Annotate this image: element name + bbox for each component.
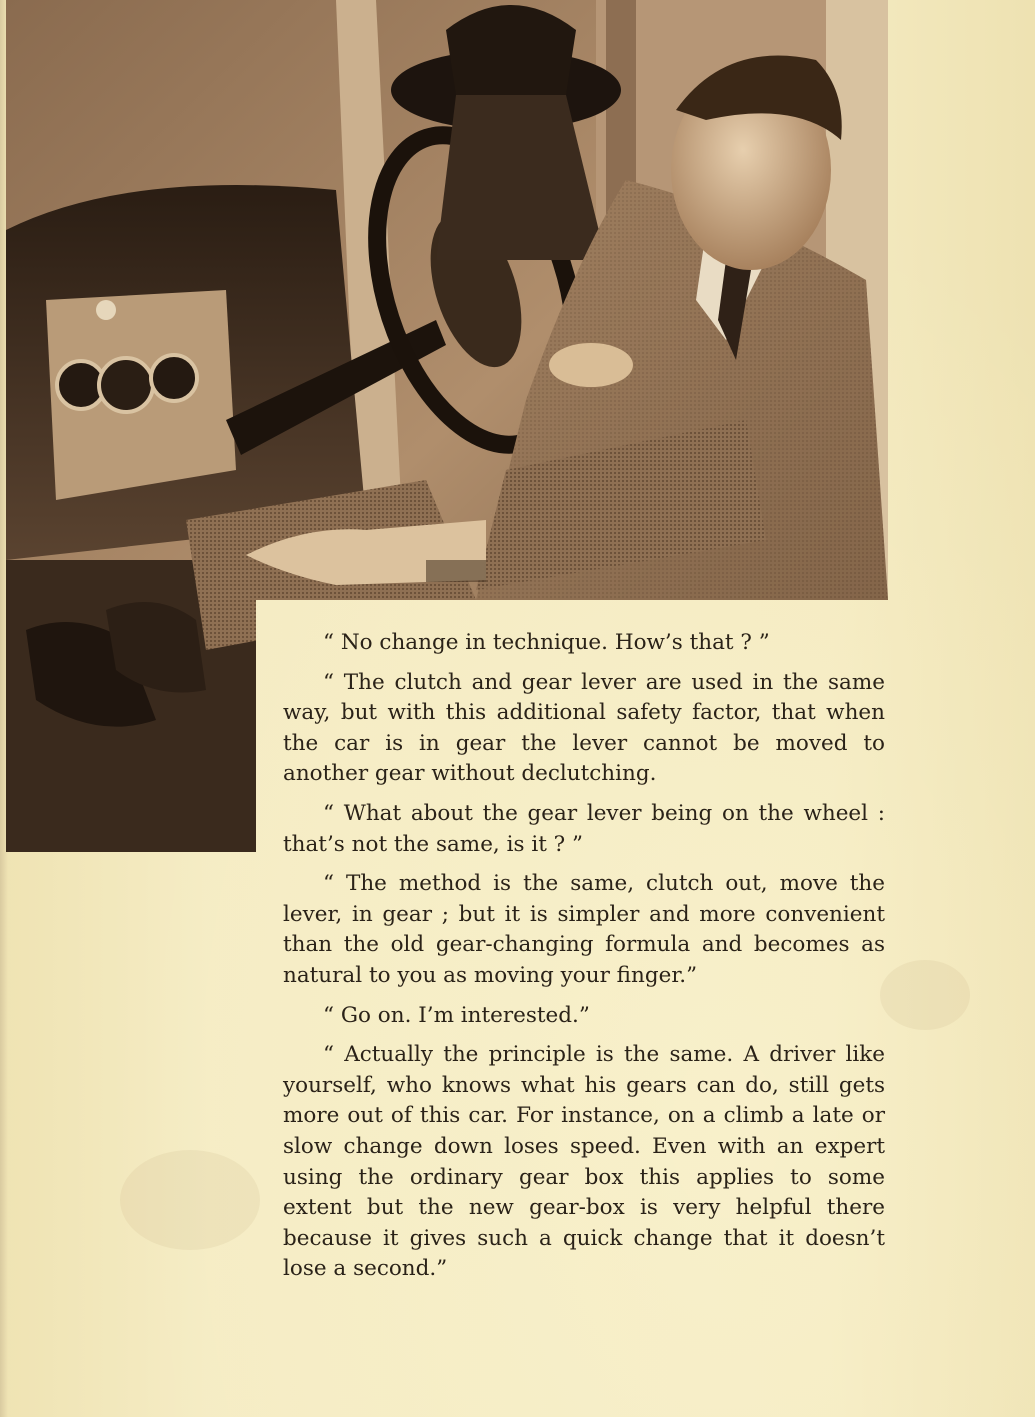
dialogue-paragraph: “ The method is the same, clutch out, move the lever, in gear ; but it is simpler and more convenient than the old gear-changing formula and becomes as natural to you as moving your finger.” — [283, 871, 885, 988]
dialogue-paragraph: “ Actually the principle is the same. A driver like yourself, who knows what his gears can do, still gets more out of this car. For instance, on a climb a late or slow change down loses speed. Even with an expert using the ordinary gear box this applies to some extent but the new gear-box is very helpful there because it gives such a quick change that it doesn’t lose a second.” — [283, 1042, 885, 1282]
dialogue-paragraph: “ Go on. I’m interested.” — [323, 1002, 590, 1028]
dialogue-paragraph: “ What about the gear lever being on the wheel : that’s not the same, is it ? ” — [283, 800, 885, 857]
dialogue-paragraph: “ The clutch and gear lever are used in the same way, but with this additional safety factor, that when the car is in gear the lever cannot be moved to another gear without declutching. — [283, 669, 885, 787]
paper-stain — [120, 1150, 260, 1250]
dialogue-text — [283, 628, 885, 1294]
paper-stain — [880, 960, 970, 1030]
dialogue-paragraph: “ No change in technique. How’s that ? ” — [323, 630, 770, 655]
